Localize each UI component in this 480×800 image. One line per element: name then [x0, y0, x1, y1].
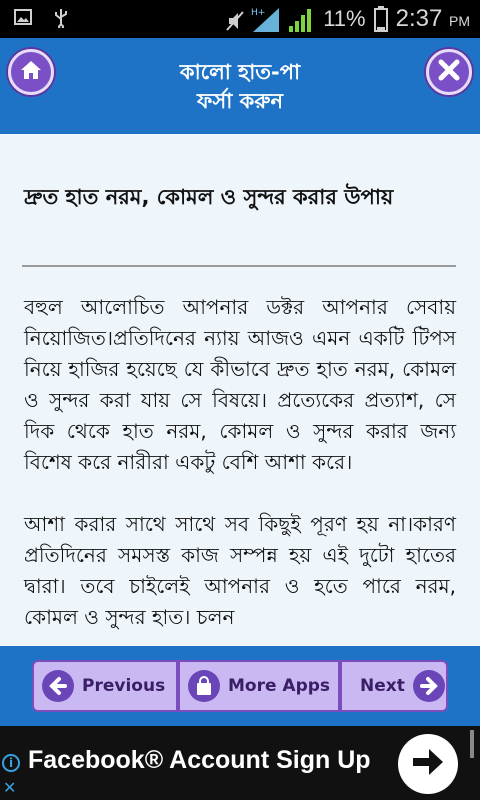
ad-text[interactable]: Facebook® Account Sign Up [28, 746, 371, 774]
arrow-right-icon [413, 670, 445, 702]
arrow-left-icon [42, 670, 74, 702]
previous-label: Previous [82, 676, 166, 696]
home-icon [19, 58, 43, 86]
close-button[interactable] [426, 49, 472, 95]
clock-ampm: PM [449, 13, 470, 29]
clock-time: 2:37 [395, 5, 443, 32]
ad-arrow-button[interactable] [398, 734, 458, 794]
previous-button[interactable] [32, 660, 178, 712]
divider [22, 265, 456, 267]
article-content[interactable] [0, 134, 480, 646]
more-apps-button[interactable] [178, 660, 340, 712]
article-paragraph: আশা করার সাথে সাথে সব কিছুই পূরণ হয় না।কারণ প্রতিদিনের সমসস্ত কাজ সম্পন্ন হয় এই দুটো হাতের দ্বারা। তবে চাইলেই আপনার ও হতে পারে নরম, কোমল ও সুন্দর হাত। চলন [24, 512, 456, 629]
clock [396, 5, 470, 33]
home-button[interactable] [8, 49, 54, 95]
close-icon [438, 59, 460, 85]
next-button[interactable] [340, 660, 448, 712]
hplus-signal-icon [251, 6, 281, 32]
ad-close-icon[interactable]: ✕ [3, 778, 17, 797]
article-title: দ্রুত হাত নরম, কোমল ও সুন্দর করার উপায় [24, 185, 394, 209]
battery-percent: 11% [323, 6, 366, 31]
svg-text:H+: H+ [251, 8, 266, 18]
arrow-right-icon [411, 747, 445, 781]
ad-info-icon[interactable]: i [2, 754, 20, 772]
app-header [0, 38, 480, 134]
scrollbar[interactable] [470, 730, 474, 758]
ad-banner[interactable] [0, 726, 480, 800]
bottom-nav [0, 646, 480, 726]
title-line-1: কালো হাত-পা [179, 60, 301, 84]
article-paragraph: বহুল আলোচিত আপনার ডক্টর আপনার সেবায় নিয়োজিত।প্রতিদিনের ন্যায় আজও এমন একটি টিপস নিয়ে হাজির হয়েছে যে কীভাবে দ্রুত হাত নরম, কোমল ও সুন্দর করা যায় সে বিষয়ে। প্রত্যেকের প্রত্যাশ, সে দিক থেকে হাত নরম, কোমল ও সুন্দর করার জন্য বিশেষ করে নারীরা একটু বেশি আশা করে। [24, 295, 456, 474]
title-line-2: ফর্সা করুন [197, 89, 283, 113]
battery-icon [374, 6, 388, 32]
page-title [90, 58, 390, 116]
status-bar [0, 0, 480, 38]
shopping-bag-icon [188, 670, 220, 702]
next-label: Next [360, 676, 405, 696]
mute-icon [225, 10, 243, 28]
signal-bars-icon [289, 6, 315, 32]
more-apps-label: More Apps [228, 676, 331, 696]
image-icon [14, 8, 32, 26]
usb-icon [52, 8, 70, 26]
article-body [24, 292, 456, 646]
